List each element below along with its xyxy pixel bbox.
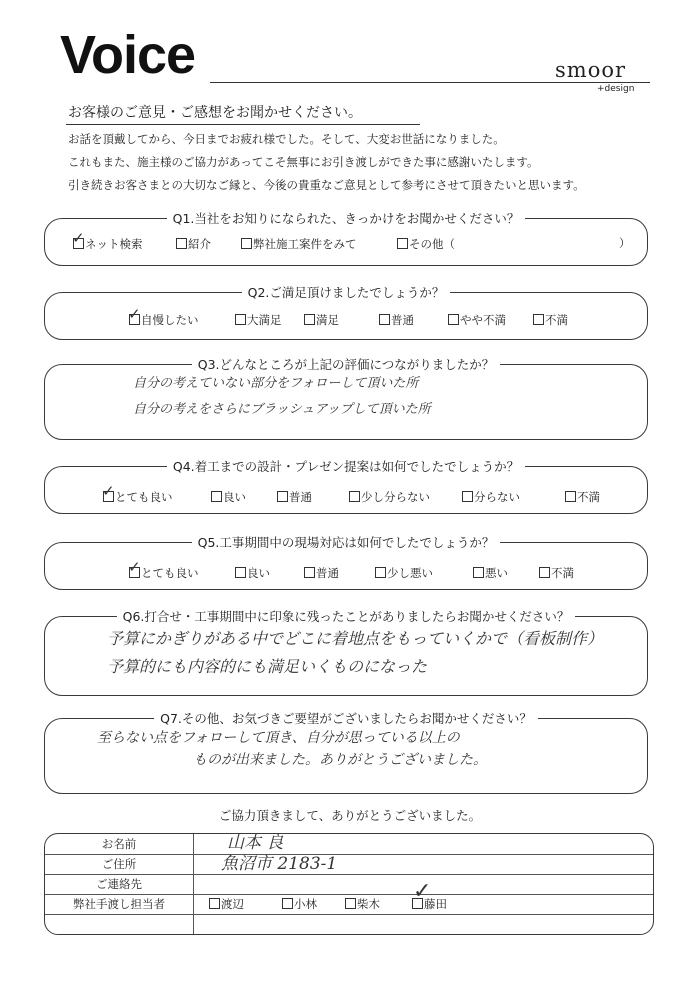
checkbox[interactable] bbox=[176, 238, 187, 249]
q7-answer-line: 至らない点をフォローして頂き、自分が思っている以上の bbox=[97, 730, 460, 746]
q6-box bbox=[44, 609, 648, 696]
intro-line: お話を頂戴してから、今日までお疲れ様でした。そして、大変お世話になりました。 bbox=[68, 132, 505, 146]
checkbox[interactable] bbox=[349, 491, 360, 502]
q1-other-close: ） bbox=[619, 236, 631, 250]
customer-info-table bbox=[44, 833, 654, 935]
staff-option[interactable]: ✓ 藤田 bbox=[413, 879, 447, 911]
checkbox[interactable] bbox=[277, 491, 288, 502]
q1-box bbox=[44, 211, 648, 266]
check-mark-icon: ✓ bbox=[413, 879, 432, 904]
checkbox[interactable] bbox=[72, 229, 85, 249]
checkbox[interactable] bbox=[282, 898, 293, 909]
address-label: ご住所 bbox=[101, 857, 137, 871]
q2-option[interactable]: ✓ 自慢したい bbox=[128, 305, 199, 327]
brand-subtitle: +design bbox=[597, 84, 635, 94]
q2-option[interactable]: 大満足 bbox=[235, 314, 282, 327]
check-mark-icon: ✓ bbox=[128, 558, 141, 576]
q2-option[interactable]: 普通 bbox=[379, 314, 414, 327]
check-mark-icon: ✓ bbox=[128, 305, 141, 323]
checkbox[interactable] bbox=[304, 567, 315, 578]
q3-title: Q3.どんなところが上記の評価につながりましたか？ bbox=[192, 357, 501, 372]
checkbox[interactable] bbox=[565, 491, 576, 502]
q1-option-referral[interactable]: 紹介 bbox=[176, 238, 211, 251]
q4-box bbox=[44, 459, 648, 514]
checkbox[interactable] bbox=[375, 567, 386, 578]
q6-answer-line: 予算にかぎりがある中でどこに着地点をもっていくかで（看板制作） bbox=[107, 629, 604, 648]
q1-option-net[interactable]: ✓ ネット検索 bbox=[72, 229, 143, 251]
checkbox[interactable] bbox=[209, 898, 220, 909]
q4-option[interactable]: 普通 bbox=[277, 491, 312, 504]
contact-label: ご連絡先 bbox=[96, 877, 142, 891]
checkbox[interactable] bbox=[235, 314, 246, 325]
thanks-message: ご協力頂きまして、ありがとうございました。 bbox=[218, 808, 482, 823]
q6-title: Q6.打合せ・工事期間中に印象に残ったことがありましたらお聞かせください？ bbox=[117, 609, 576, 624]
checkbox[interactable] bbox=[462, 491, 473, 502]
intro-line: これもまた、施主様のご協力があってこそ無事にお引き渡しができた事に感謝いたします。 bbox=[68, 155, 539, 169]
q2-option[interactable]: 不満 bbox=[533, 314, 568, 327]
checkbox[interactable] bbox=[128, 558, 141, 578]
q1-title: Q1.当社をお知りになられた、きっかけをお聞かせください？ bbox=[167, 211, 526, 226]
q6-answer-line: 予算的にも内容的にも満足いくものになった bbox=[107, 657, 428, 676]
check-mark-icon: ✓ bbox=[102, 482, 115, 500]
checkbox[interactable] bbox=[102, 482, 115, 502]
staff-option[interactable]: 小林 bbox=[282, 898, 317, 911]
q2-option[interactable]: 満足 bbox=[304, 314, 339, 327]
brand-logo: smoor bbox=[555, 58, 627, 82]
checkbox[interactable] bbox=[211, 491, 222, 502]
staff-option[interactable]: 渡辺 bbox=[209, 898, 244, 911]
q5-box bbox=[44, 535, 648, 590]
q1-option-other[interactable]: その他（ bbox=[397, 238, 455, 251]
q1-option-projects[interactable]: 弊社施工案件をみて bbox=[241, 238, 357, 251]
q5-title: Q5.工事期間中の現場対応は如何でしたでしょうか？ bbox=[192, 535, 501, 550]
q4-option[interactable]: ✓ とても良い bbox=[102, 482, 173, 504]
checkbox[interactable] bbox=[379, 314, 390, 325]
q4-title: Q4.着工までの設計・プレゼン提案は如何でしたでしょうか？ bbox=[167, 459, 525, 474]
title-rule bbox=[210, 82, 650, 83]
q4-option[interactable]: 良い bbox=[211, 491, 246, 504]
heading-underline bbox=[66, 124, 420, 125]
checkbox[interactable] bbox=[533, 314, 544, 325]
checkbox[interactable] bbox=[473, 567, 484, 578]
q4-option[interactable]: 少し分らない bbox=[349, 491, 430, 504]
q5-option[interactable]: 少し悪い bbox=[375, 567, 433, 580]
q5-option[interactable]: 良い bbox=[235, 567, 270, 580]
q3-answer-line: 自分の考えていない部分をフォローして頂いた所 bbox=[133, 376, 419, 391]
staff-option[interactable]: 柴木 bbox=[345, 898, 380, 911]
q3-box bbox=[44, 357, 648, 440]
checkbox[interactable] bbox=[539, 567, 550, 578]
page-title: Voice bbox=[60, 25, 196, 85]
checkbox[interactable] bbox=[235, 567, 246, 578]
q2-box bbox=[44, 285, 648, 340]
intro-line: 引き続きお客さまとの大切なご縁と、今後の貴重なご意見として参考にさせて頂きたいと思います。 bbox=[68, 178, 585, 192]
checkbox[interactable] bbox=[448, 314, 459, 325]
q4-option[interactable]: 分らない bbox=[462, 491, 520, 504]
checkbox[interactable] bbox=[345, 898, 356, 909]
q7-answer-line: ものが出来ました。ありがとうございました。 bbox=[193, 752, 487, 768]
q5-option[interactable]: 悪い bbox=[473, 567, 508, 580]
checkbox[interactable] bbox=[304, 314, 315, 325]
name-label: お名前 bbox=[101, 837, 137, 851]
checkbox[interactable] bbox=[397, 238, 408, 249]
q7-box bbox=[44, 711, 648, 794]
q7-title: Q7.その他、お気づきご要望がございましたらお聞かせください？ bbox=[154, 711, 538, 726]
q2-option[interactable]: やや不満 bbox=[448, 314, 506, 327]
check-mark-icon: ✓ bbox=[72, 229, 85, 247]
checkbox[interactable] bbox=[128, 305, 141, 325]
name-value[interactable]: 山本 良 bbox=[227, 833, 284, 853]
contact-row bbox=[45, 874, 653, 895]
name-row bbox=[45, 834, 653, 855]
q3-answer-line: 自分の考えをさらにブラッシュアップして頂いた所 bbox=[133, 402, 431, 417]
q4-option[interactable]: 不満 bbox=[565, 491, 600, 504]
address-row bbox=[45, 854, 653, 875]
checkbox[interactable] bbox=[241, 238, 252, 249]
staff-label: 弊社手渡し担当者 bbox=[73, 897, 165, 911]
q5-option[interactable]: 不満 bbox=[539, 567, 574, 580]
q5-option[interactable]: ✓ とても良い bbox=[128, 558, 199, 580]
q2-title: Q2.ご満足頂けましたでしょうか？ bbox=[242, 285, 451, 300]
q5-option[interactable]: 普通 bbox=[304, 567, 339, 580]
address-value[interactable]: 魚沼市 2183-1 bbox=[221, 854, 338, 874]
section-heading: お客様のご意見・ご感想をお聞かせください。 bbox=[68, 105, 362, 121]
